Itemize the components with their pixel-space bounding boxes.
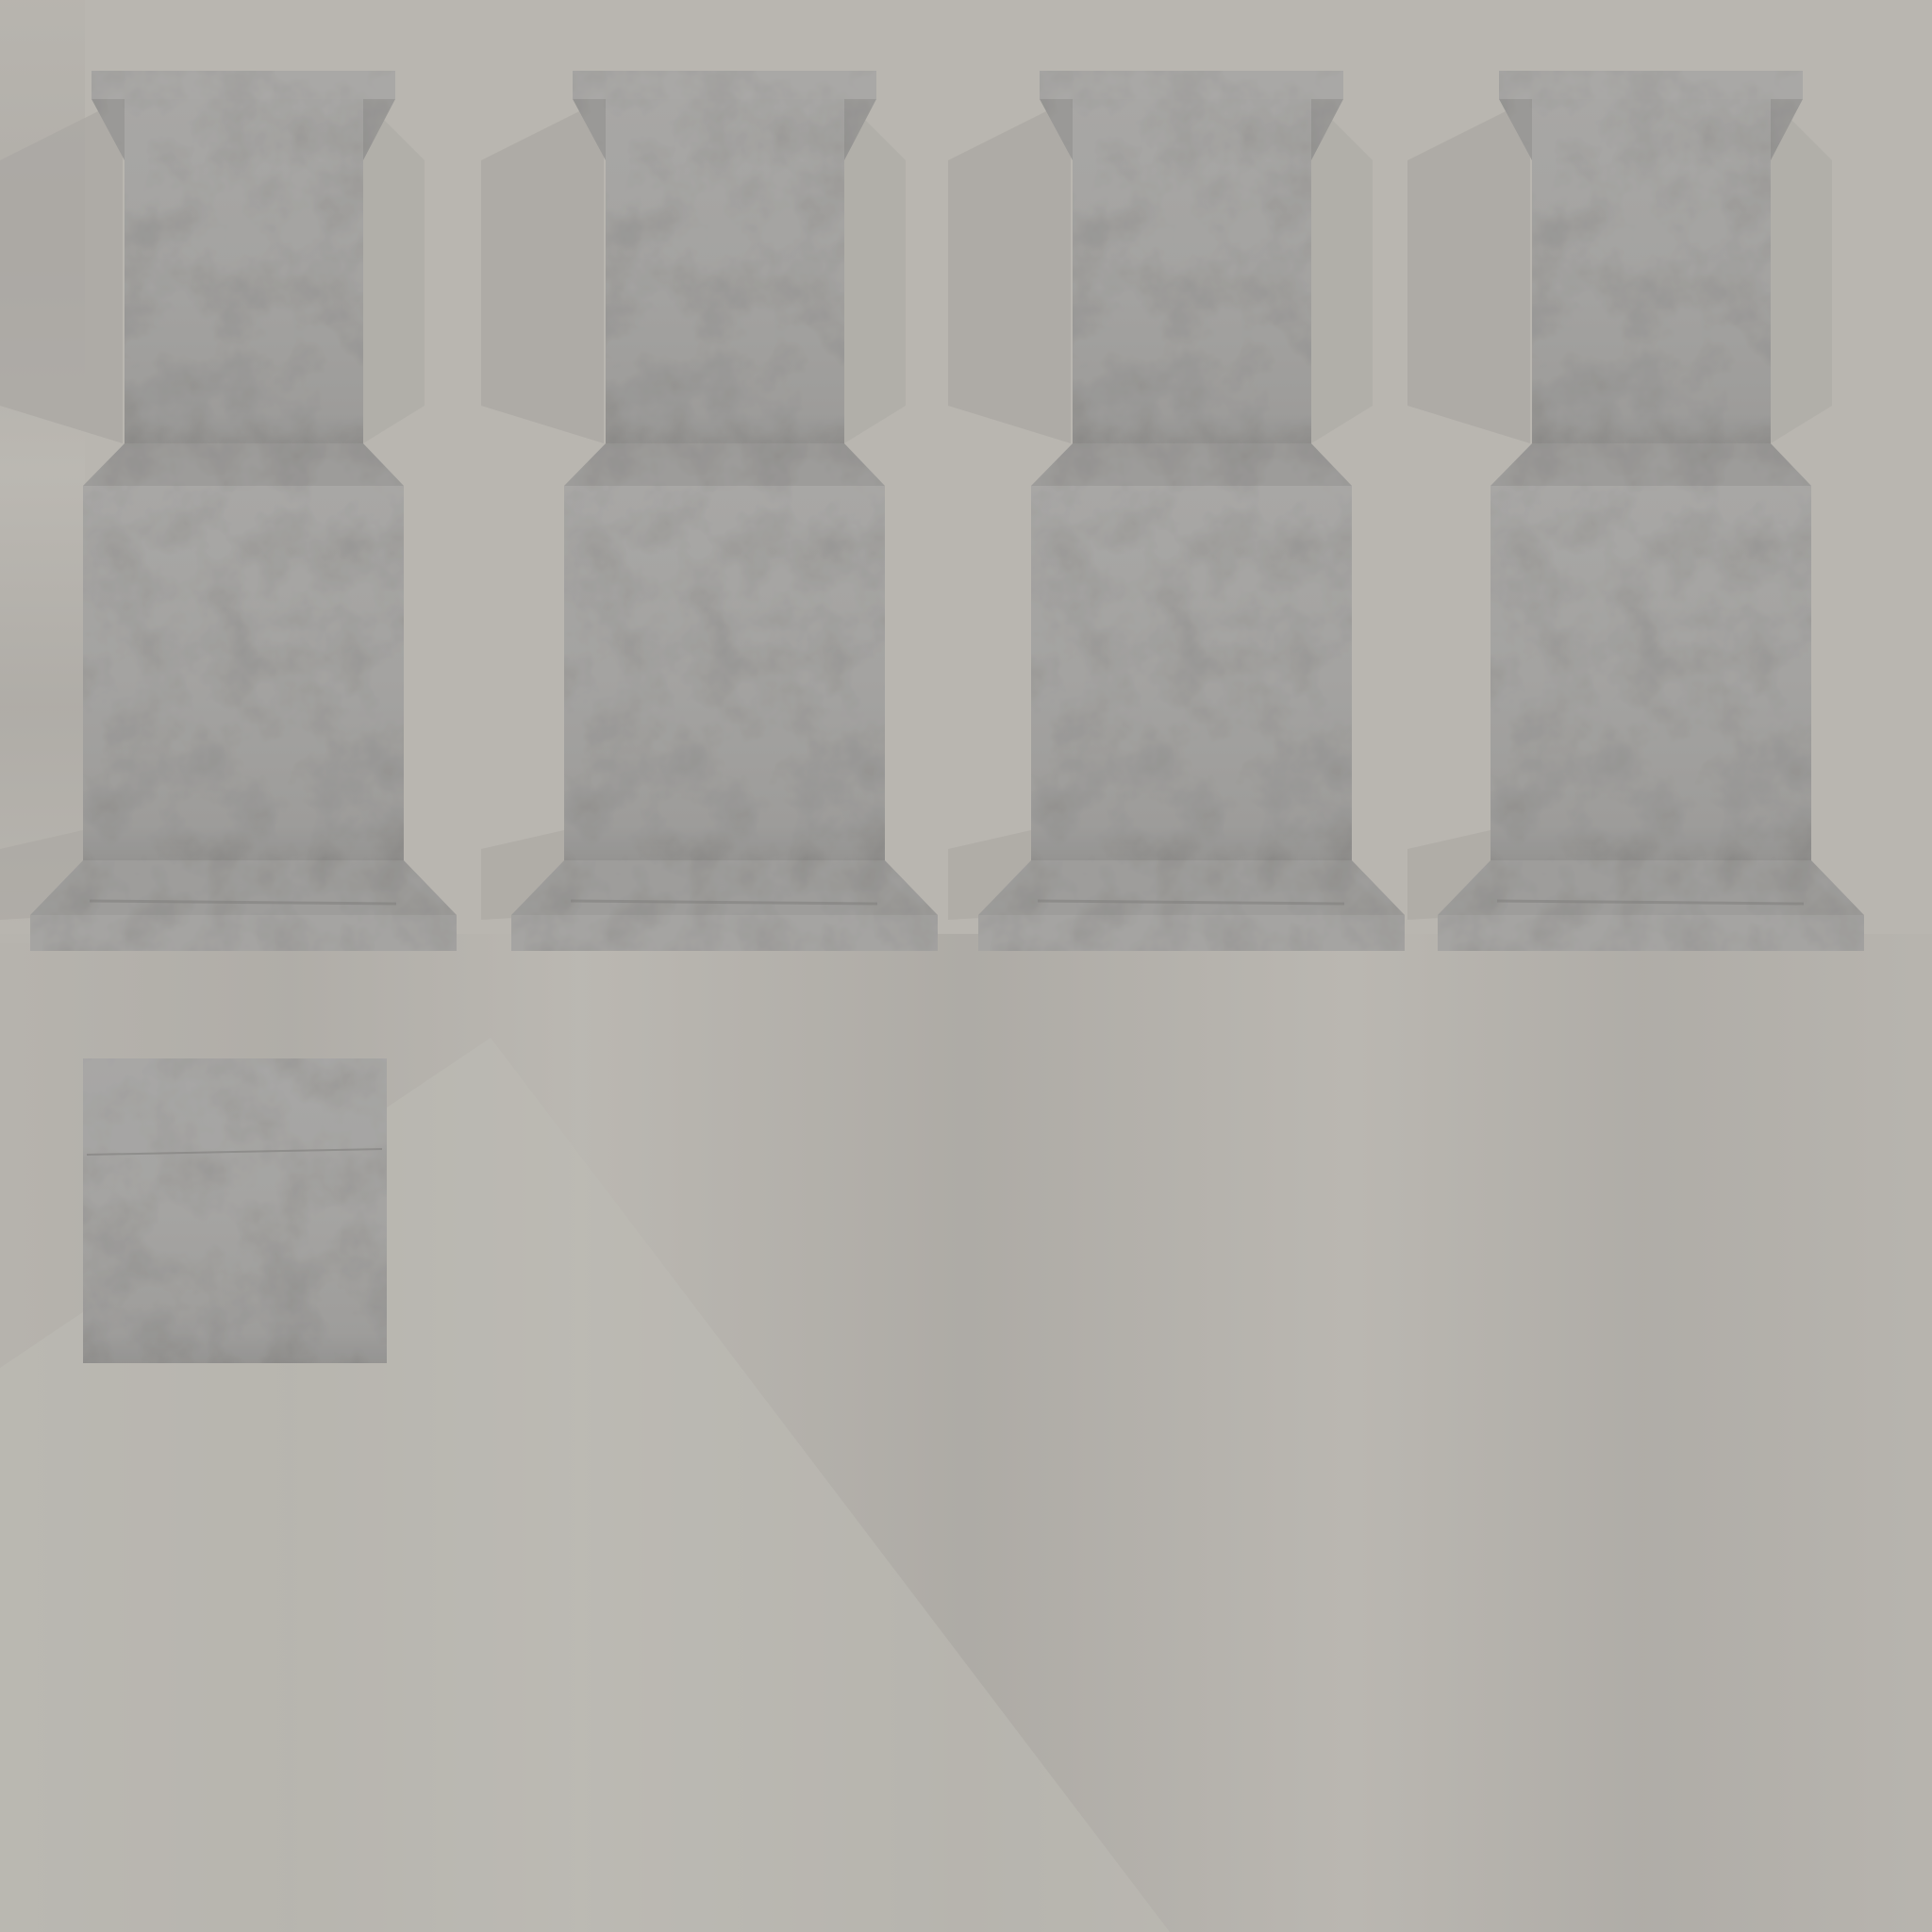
stone-tile: [83, 1058, 387, 1363]
shaft-grain: [606, 99, 844, 448]
base-bevel: [978, 860, 1405, 915]
body-grain: [564, 486, 885, 863]
base-bevel: [30, 860, 457, 915]
neck-bevel: [83, 443, 404, 486]
neck-bevel: [1031, 443, 1352, 486]
base-bevel: [511, 860, 938, 915]
capital-slab: [1499, 71, 1803, 99]
neck-bevel: [1491, 443, 1811, 486]
body-grain: [1491, 486, 1811, 863]
base-plinth: [30, 915, 457, 951]
shaft-grain: [1532, 99, 1771, 448]
shaft-grain: [125, 99, 363, 448]
capital-slab: [92, 71, 395, 99]
shaft-grain: [1073, 99, 1311, 448]
body-grain: [83, 486, 404, 863]
capital-slab: [573, 71, 876, 99]
body-grain: [1031, 486, 1352, 863]
base-plinth: [1438, 915, 1864, 951]
base-plinth: [978, 915, 1405, 951]
base-plinth: [511, 915, 938, 951]
neck-bevel: [564, 443, 885, 486]
capital-slab: [1040, 71, 1343, 99]
base-bevel: [1438, 860, 1864, 915]
